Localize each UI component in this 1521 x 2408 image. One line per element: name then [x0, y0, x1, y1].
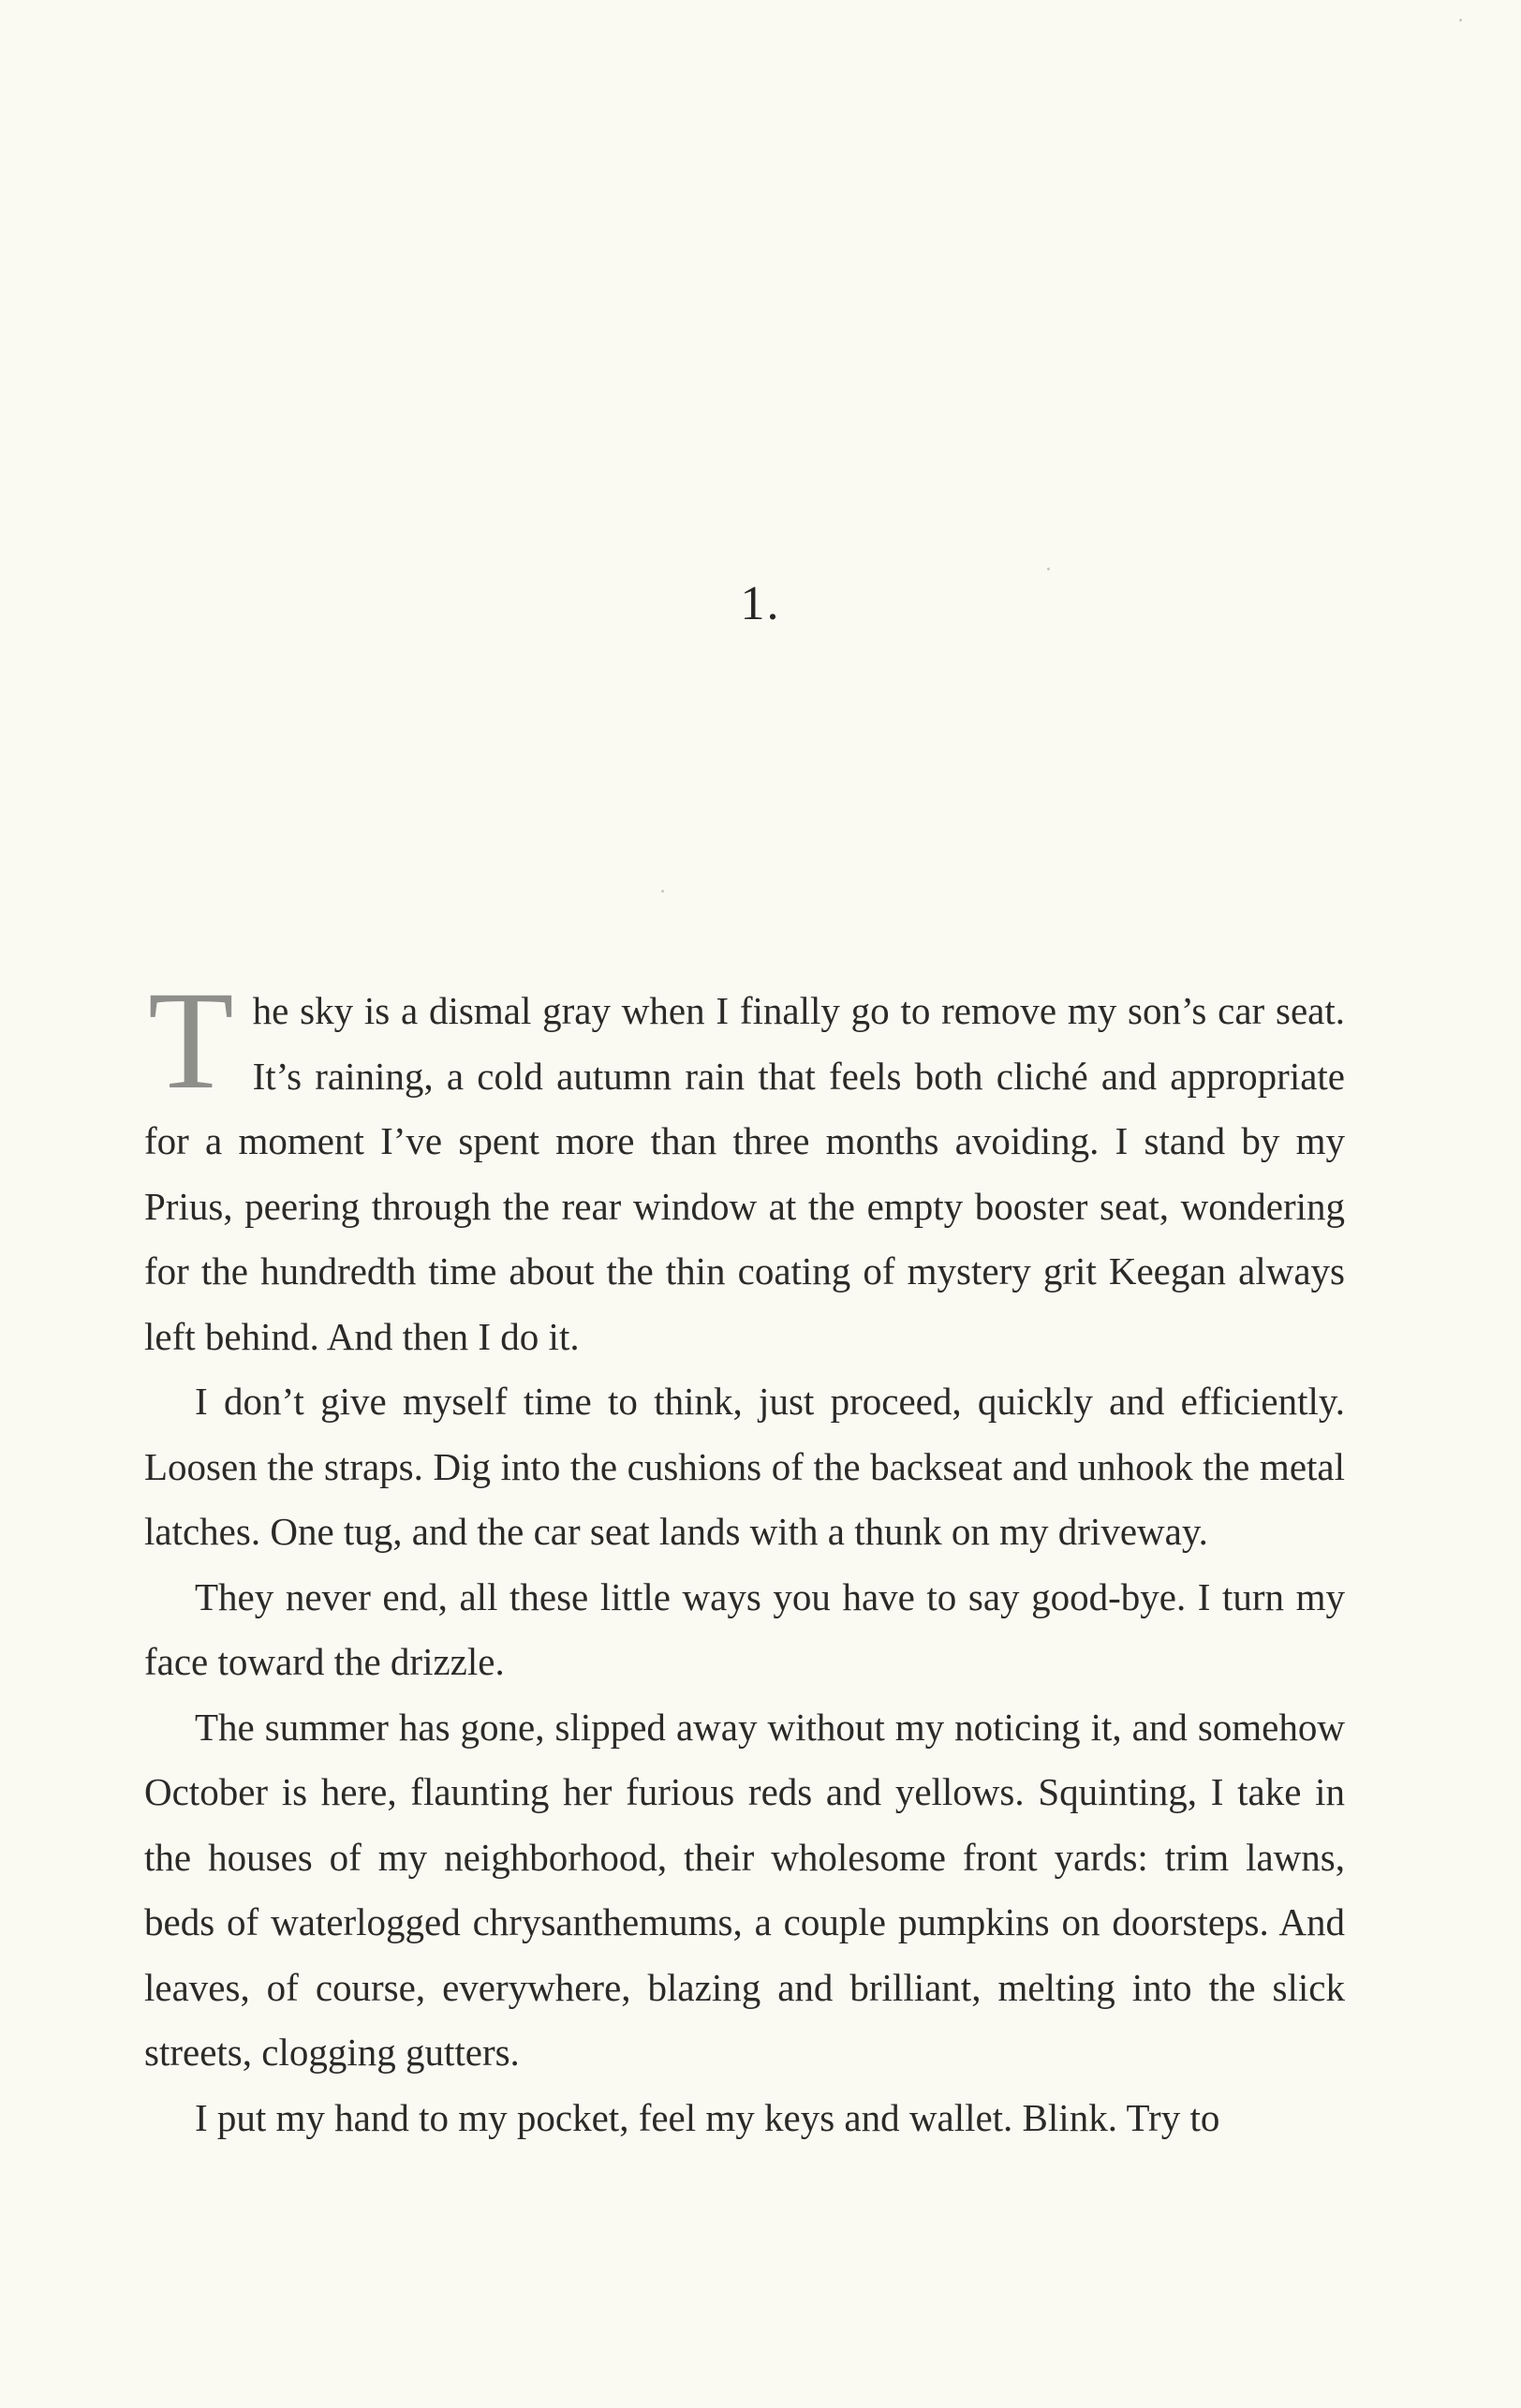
paragraph-5-text: I put my hand to my pocket, feel my keys and wallet. Blink. Try to: [195, 2095, 1220, 2139]
paragraph-2: [144, 1369, 1345, 1565]
paragraph-3: [144, 1565, 1345, 1695]
paragraph-1-text: he sky is a dismal gray when I finally go to remove my son’s car seat. It’s raining, a cold autumn rain that feels both cliché and appropriate for a moment I’ve spent more than three months avoiding. I stand by my Prius, peering through the rear window at the empty booster seat, wondering for the hundredth time about the thin coating of mystery grit Keegan always left behind. And then I do it.: [144, 989, 1345, 1358]
paragraph-5: [144, 2086, 1345, 2151]
paragraph-4: [144, 1695, 1345, 2086]
chapter-number: 1.: [740, 577, 781, 630]
drop-cap: T: [148, 963, 234, 1118]
body-text: [144, 963, 1345, 2150]
paragraph-1: [144, 963, 1345, 1369]
paragraph-4-text: The summer has gone, slipped away without my noticing it, and somehow October is here, flaunting her furious reds and yellows. Squinting, I take in the houses of my neighborhood, their wholesome front yards: trim lawns, beds of waterlogged chrysanthemums, a couple pumpkins on doorsteps. And leaves, of course, everywhere, blazing and brilliant, melting into the slick streets, clogging gutters.: [144, 1705, 1345, 2074]
paragraph-2-text: I don’t give myself time to think, just proceed, quickly and efficiently. Loosen the straps. Dig into the cushions of the backseat and unhook the metal latches. One tug, and the car seat lands with a thunk on my driveway.: [144, 1380, 1345, 1553]
paper-speck: [1459, 19, 1462, 22]
paragraph-3-text: They never end, all these little ways you have to say good-bye. I turn my face toward the drizzle.: [144, 1574, 1345, 1683]
paper-speck: [661, 890, 664, 893]
paper-speck: [1047, 568, 1050, 570]
